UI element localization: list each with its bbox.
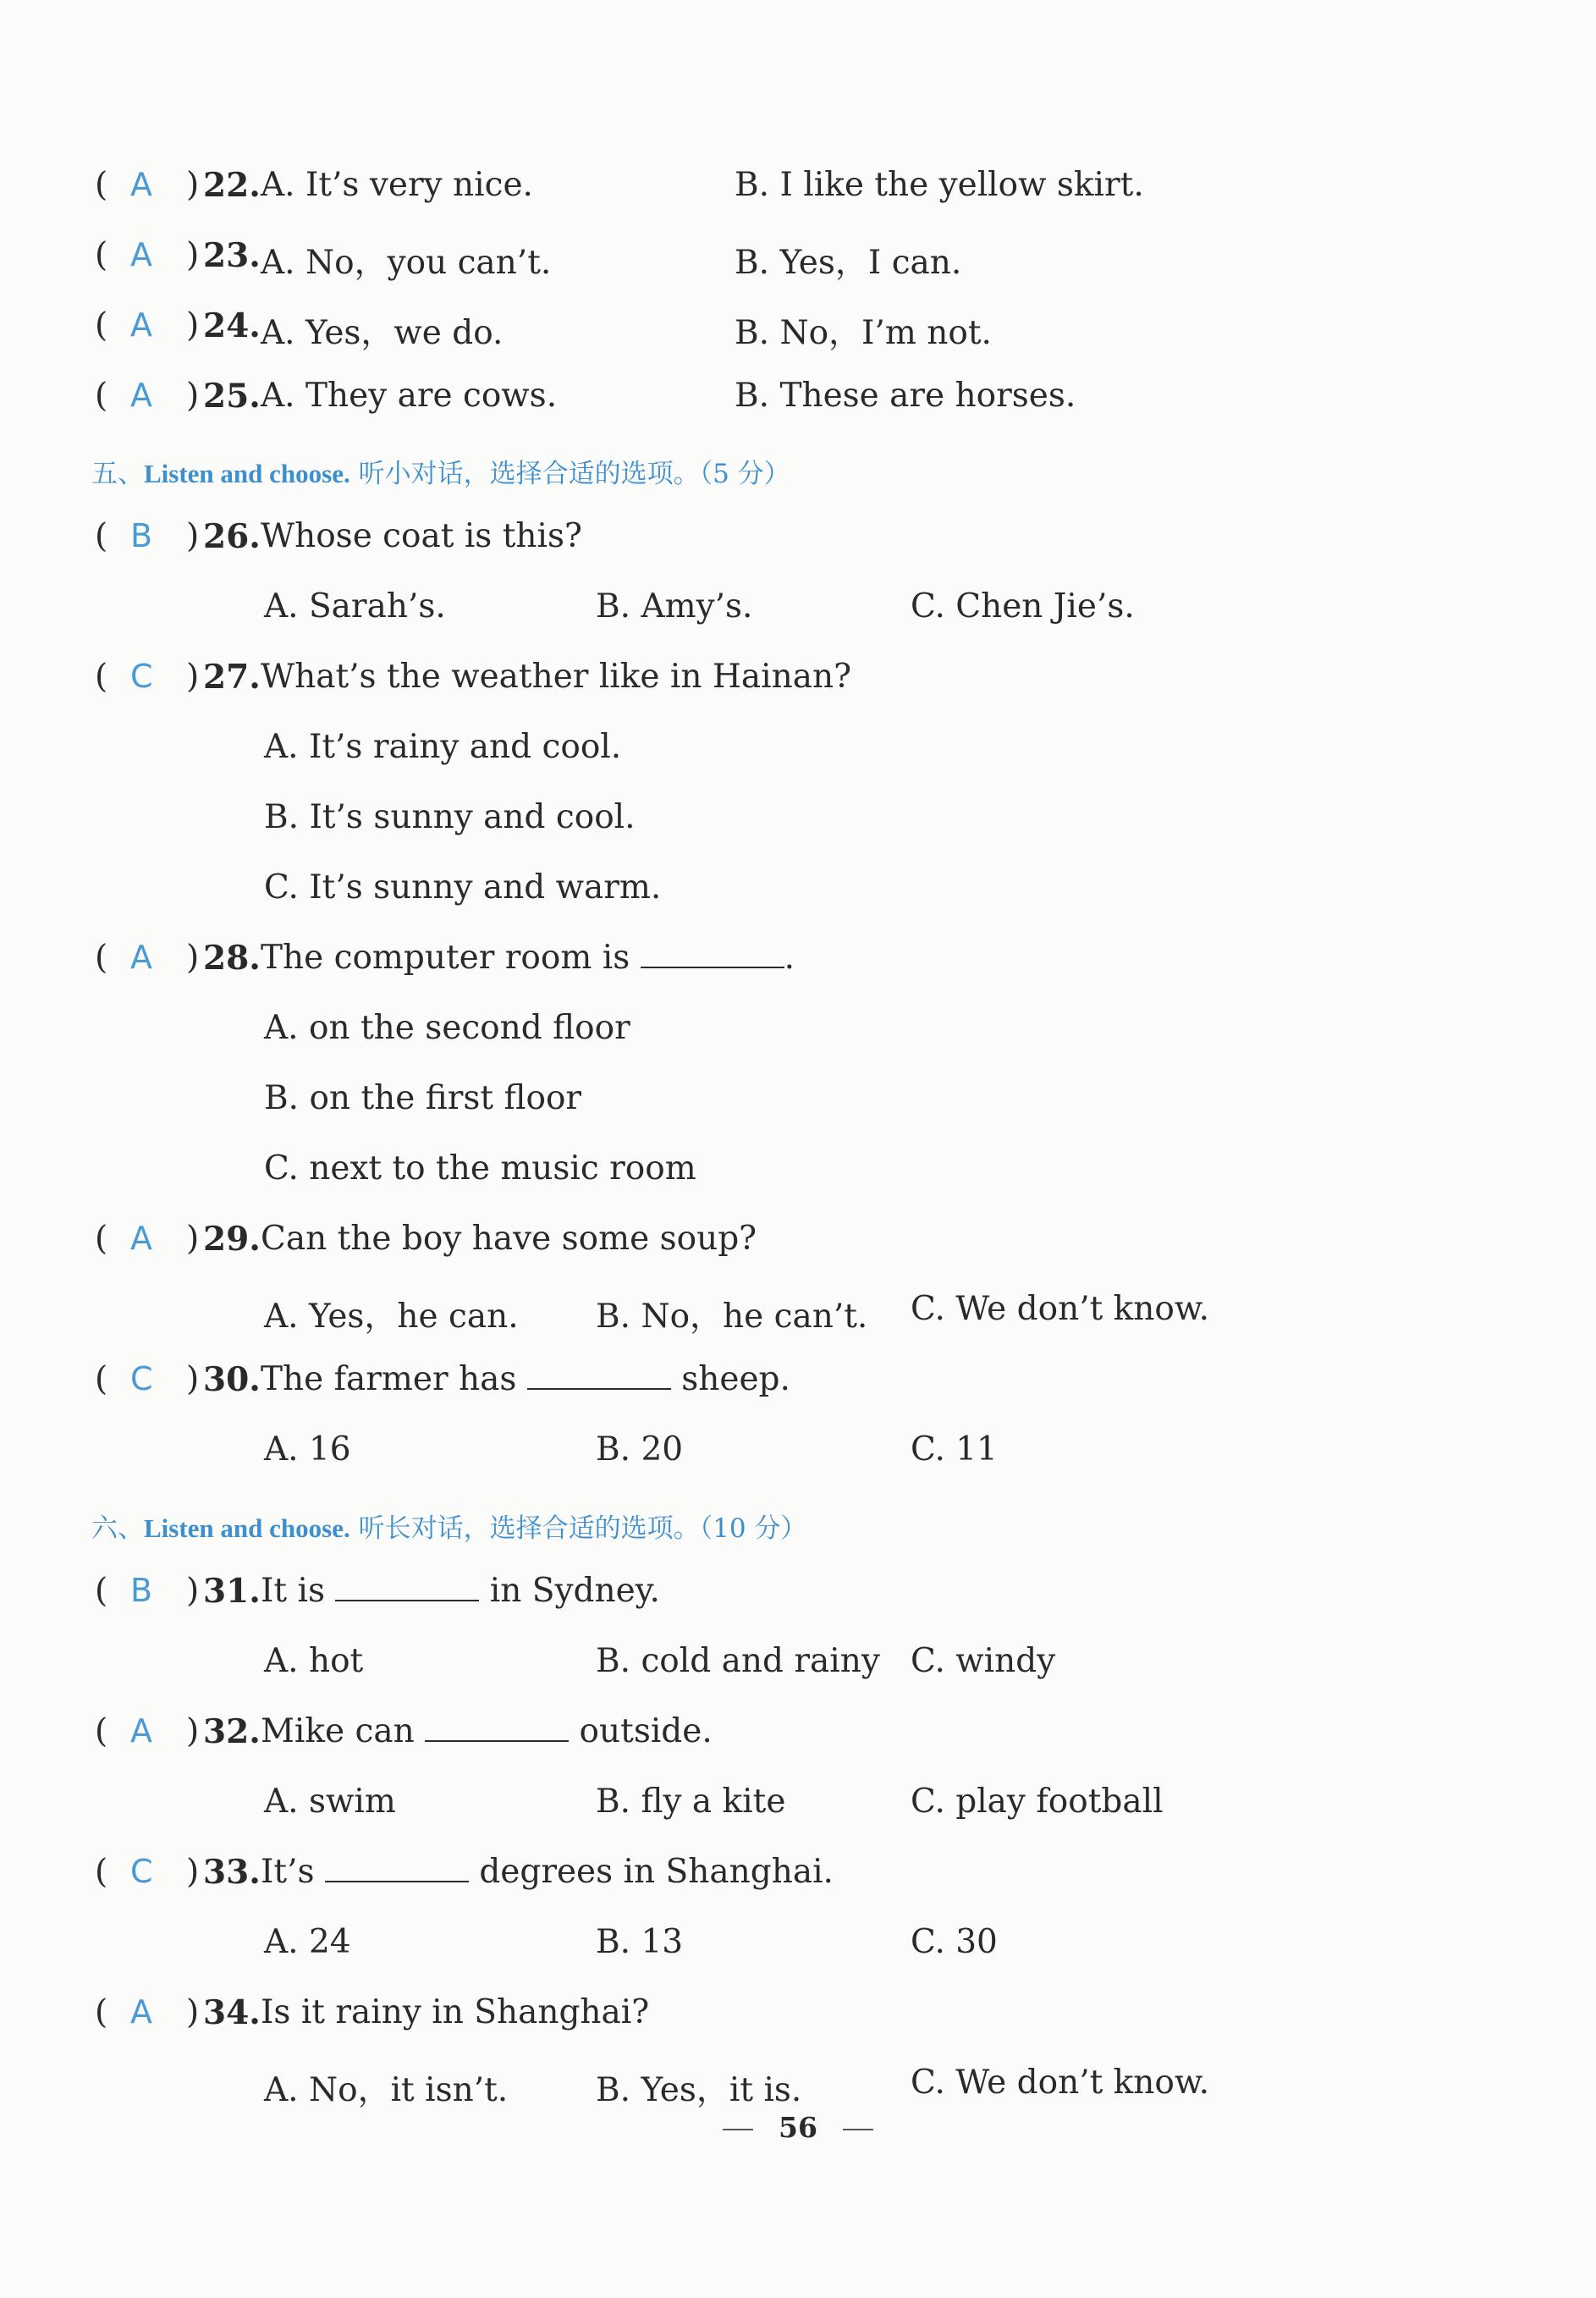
option-a: A. on the second floor bbox=[264, 1009, 630, 1047]
answer-mark: A bbox=[130, 306, 152, 344]
answer-mark: A bbox=[130, 166, 152, 203]
question-number: 27. bbox=[203, 658, 261, 697]
option-b: B. on the first floor bbox=[264, 1079, 582, 1117]
option-27-b bbox=[0, 798, 1596, 849]
question-number: 28. bbox=[203, 939, 261, 978]
option-c: C. windy bbox=[911, 1642, 1056, 1680]
question-number: 29. bbox=[203, 1220, 261, 1259]
question-22 bbox=[0, 166, 1596, 217]
answer-blank bbox=[527, 1361, 671, 1390]
question-text: It’s degrees in Shanghai. bbox=[261, 1853, 834, 1891]
bracket-open: ( bbox=[95, 1360, 108, 1398]
section-instruction-zh: 听长对话，选择合适的选项。（10 分） bbox=[358, 1513, 807, 1544]
section-instruction-en: Listen and choose. bbox=[144, 459, 350, 488]
bracket-open: ( bbox=[95, 1853, 108, 1891]
options-34 bbox=[0, 2064, 1596, 2114]
answer-mark: B bbox=[130, 1572, 153, 1609]
question-number: 22. bbox=[203, 166, 261, 205]
bracket-close: ) bbox=[186, 377, 200, 415]
option-c: C. play football bbox=[911, 1783, 1164, 1821]
question-number: 26. bbox=[203, 517, 261, 556]
options-32 bbox=[0, 1783, 1596, 1833]
option-a: A. No，you can’t. bbox=[261, 244, 552, 282]
bracket-open: ( bbox=[95, 1572, 108, 1610]
option-a: A. It’s rainy and cool. bbox=[264, 728, 622, 766]
answer-mark: A bbox=[130, 236, 152, 273]
question-text: It is in Sydney. bbox=[261, 1572, 660, 1610]
bracket-open: ( bbox=[95, 306, 108, 344]
bracket-close: ) bbox=[186, 1712, 200, 1750]
options-26 bbox=[0, 587, 1596, 638]
bracket-close: ) bbox=[186, 1360, 200, 1398]
bracket-open: ( bbox=[95, 1712, 108, 1750]
bracket-close: ) bbox=[186, 166, 200, 204]
bracket-open: ( bbox=[95, 1993, 108, 2031]
question-number: 32. bbox=[203, 1712, 261, 1751]
bracket-close: ) bbox=[186, 1993, 200, 2031]
answer-blank bbox=[335, 1573, 479, 1601]
question-text: The computer room is . bbox=[261, 939, 795, 977]
question-27 bbox=[0, 658, 1596, 708]
option-b: B. It’s sunny and cool. bbox=[264, 798, 636, 836]
option-a: A. 24 bbox=[264, 1923, 351, 1961]
answer-mark: C bbox=[130, 1360, 153, 1397]
question-text: The farmer has sheep. bbox=[261, 1360, 790, 1398]
question-number: 31. bbox=[203, 1572, 261, 1611]
answer-mark: C bbox=[130, 658, 153, 695]
option-27-a bbox=[0, 728, 1596, 779]
bracket-close: ) bbox=[186, 236, 200, 274]
question-32 bbox=[0, 1712, 1596, 1763]
option-a: A. hot bbox=[264, 1642, 364, 1680]
option-b: B. 13 bbox=[596, 1923, 684, 1961]
bracket-close: ) bbox=[186, 306, 200, 344]
question-number: 30. bbox=[203, 1360, 261, 1399]
question-25 bbox=[0, 377, 1596, 427]
option-a: A. Yes，we do. bbox=[261, 314, 504, 352]
option-c: C. We don’t know. bbox=[911, 2064, 1210, 2102]
option-a: A. Sarah’s. bbox=[264, 587, 446, 625]
question-number: 33. bbox=[203, 1853, 261, 1892]
bracket-open: ( bbox=[95, 166, 108, 204]
answer-mark: A bbox=[130, 1220, 152, 1257]
option-a: A. It’s very nice. bbox=[261, 166, 533, 204]
section-5-heading bbox=[91, 452, 790, 490]
option-a: A. swim bbox=[264, 1783, 396, 1821]
option-c: C. 30 bbox=[911, 1923, 998, 1961]
question-text: Is it rainy in Shanghai? bbox=[261, 1993, 650, 2031]
question-30 bbox=[0, 1360, 1596, 1411]
question-text: Can the boy have some soup? bbox=[261, 1220, 757, 1258]
option-b: B. No，I’m not. bbox=[735, 314, 992, 352]
bracket-open: ( bbox=[95, 517, 108, 555]
footer-dash-left bbox=[723, 2129, 753, 2130]
question-number: 24. bbox=[203, 306, 261, 345]
option-b: B. I like the yellow skirt. bbox=[735, 166, 1144, 204]
option-c: C. It’s sunny and warm. bbox=[264, 868, 662, 907]
question-34 bbox=[0, 1993, 1596, 2044]
option-b: B. fly a kite bbox=[596, 1783, 786, 1821]
section-prefix: 五、 bbox=[91, 459, 144, 489]
options-33 bbox=[0, 1923, 1596, 1974]
bracket-open: ( bbox=[95, 658, 108, 696]
options-29 bbox=[0, 1290, 1596, 1341]
option-28-c bbox=[0, 1149, 1596, 1200]
page-footer bbox=[0, 2111, 1596, 2144]
question-text: Whose coat is this? bbox=[261, 517, 582, 555]
options-31 bbox=[0, 1642, 1596, 1693]
bracket-open: ( bbox=[95, 236, 108, 274]
option-28-b bbox=[0, 1079, 1596, 1130]
question-text: Mike can outside. bbox=[261, 1712, 713, 1750]
option-c: C. We don’t know. bbox=[911, 1290, 1210, 1328]
option-a: A. Yes，he can. bbox=[264, 1298, 519, 1336]
question-26 bbox=[0, 517, 1596, 568]
section-instruction-zh: 听小对话，选择合适的选项。（5 分） bbox=[358, 459, 790, 489]
page-number: 56 bbox=[779, 2111, 817, 2144]
option-c: C. 11 bbox=[911, 1430, 998, 1469]
bracket-close: ) bbox=[186, 1853, 200, 1891]
question-31 bbox=[0, 1572, 1596, 1623]
answer-mark: A bbox=[130, 1993, 152, 2031]
option-c: C. next to the music room bbox=[264, 1149, 696, 1188]
question-33 bbox=[0, 1853, 1596, 1904]
option-c: C. Chen Jie’s. bbox=[911, 587, 1135, 625]
option-b: B. cold and rainy bbox=[596, 1642, 880, 1680]
option-b: B. 20 bbox=[596, 1430, 684, 1469]
question-number: 34. bbox=[203, 1993, 261, 2032]
answer-mark: B bbox=[130, 517, 153, 554]
question-number: 23. bbox=[203, 236, 261, 275]
bracket-close: ) bbox=[186, 517, 200, 555]
bracket-close: ) bbox=[186, 1220, 200, 1258]
option-27-c bbox=[0, 868, 1596, 919]
option-b: B. No，he can’t. bbox=[596, 1298, 868, 1336]
answer-blank bbox=[641, 940, 784, 968]
section-prefix: 六、 bbox=[91, 1513, 144, 1544]
answer-mark: A bbox=[130, 939, 152, 976]
question-29 bbox=[0, 1220, 1596, 1270]
answer-mark: A bbox=[130, 1712, 152, 1750]
question-23 bbox=[0, 236, 1596, 287]
option-b: B. Yes，it is. bbox=[596, 2071, 802, 2109]
bracket-open: ( bbox=[95, 939, 108, 977]
answer-blank bbox=[325, 1854, 469, 1882]
options-30 bbox=[0, 1430, 1596, 1481]
option-a: A. They are cows. bbox=[261, 377, 558, 415]
answer-mark: C bbox=[130, 1853, 153, 1890]
option-a: A. 16 bbox=[264, 1430, 351, 1469]
option-a: A. No，it isn’t. bbox=[264, 2071, 509, 2109]
answer-mark: A bbox=[130, 377, 152, 414]
question-24 bbox=[0, 306, 1596, 357]
option-b: B. Amy’s. bbox=[596, 587, 753, 625]
section-instruction-en: Listen and choose. bbox=[144, 1513, 350, 1543]
option-b: B. These are horses. bbox=[735, 377, 1076, 415]
bracket-open: ( bbox=[95, 1220, 108, 1258]
option-b: B. Yes，I can. bbox=[735, 244, 962, 282]
bracket-close: ) bbox=[186, 1572, 200, 1610]
bracket-close: ) bbox=[186, 658, 200, 696]
question-number: 25. bbox=[203, 377, 261, 416]
answer-blank bbox=[425, 1713, 569, 1742]
bracket-open: ( bbox=[95, 377, 108, 415]
footer-dash-right bbox=[843, 2129, 873, 2130]
section-6-heading bbox=[91, 1507, 806, 1545]
question-28 bbox=[0, 939, 1596, 989]
question-text: What’s the weather like in Hainan? bbox=[261, 658, 852, 696]
bracket-close: ) bbox=[186, 939, 200, 977]
option-28-a bbox=[0, 1009, 1596, 1060]
